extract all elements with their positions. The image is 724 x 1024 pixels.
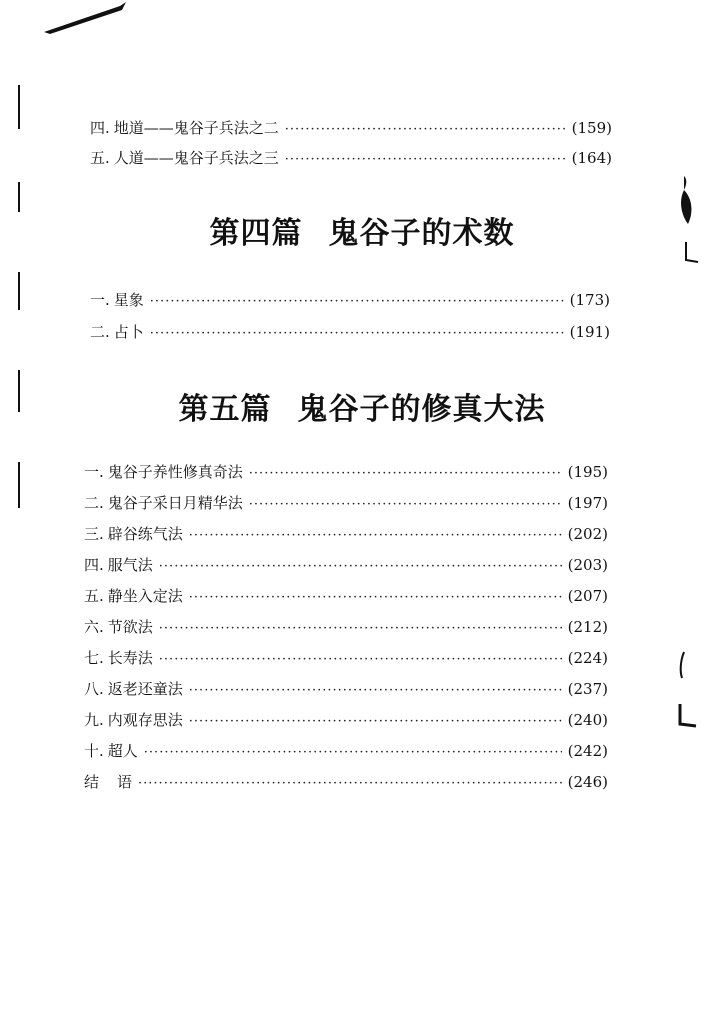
margin-rule-mark bbox=[18, 85, 20, 129]
part-label: 第五篇 bbox=[178, 392, 272, 427]
toc-entry bbox=[90, 290, 610, 312]
toc-entry-page: (197) bbox=[567, 494, 608, 512]
leader-dots bbox=[159, 619, 562, 639]
part-name: 鬼谷子的修真大法 bbox=[297, 392, 546, 427]
toc-entry-number: 五. bbox=[84, 587, 104, 605]
margin-rule-mark bbox=[18, 272, 20, 310]
leader-dots bbox=[159, 650, 562, 670]
toc-entry-page: (207) bbox=[567, 587, 608, 605]
toc-entry bbox=[84, 679, 608, 701]
toc-entry-title: 服气法 bbox=[107, 556, 153, 574]
toc-entry bbox=[84, 617, 608, 639]
toc-entry bbox=[84, 710, 608, 732]
toc-entry bbox=[90, 322, 610, 344]
margin-rule-mark bbox=[18, 462, 20, 508]
toc-entry-title: 地道——鬼谷子兵法之二 bbox=[113, 119, 279, 137]
toc-entry-page: (164) bbox=[571, 149, 612, 167]
toc-entry-title: 占卜 bbox=[113, 323, 144, 341]
leader-dots bbox=[249, 464, 562, 484]
toc-entry-number: 一. bbox=[90, 291, 110, 309]
bracket-mark bbox=[674, 648, 704, 738]
toc-entry-page: (240) bbox=[567, 711, 608, 729]
toc-entry-page: (203) bbox=[567, 556, 608, 574]
toc-entry-number: 六. bbox=[84, 618, 104, 636]
toc-entry-page: (191) bbox=[569, 323, 610, 341]
toc-entry-title: 人道——鬼谷子兵法之三 bbox=[113, 149, 279, 167]
toc-entry-title: 长寿法 bbox=[107, 649, 153, 667]
toc-entry-title: 返老还童法 bbox=[107, 680, 183, 698]
toc-entry bbox=[84, 462, 608, 484]
part-heading bbox=[0, 384, 724, 428]
toc-entry-number: 三. bbox=[84, 525, 104, 543]
part-heading bbox=[0, 208, 724, 252]
toc-entry-number: 二. bbox=[84, 494, 104, 512]
toc-entry-page: (173) bbox=[569, 291, 610, 309]
leader-dots bbox=[189, 588, 562, 608]
toc-entry-page: (242) bbox=[567, 742, 608, 760]
toc-entry bbox=[84, 586, 608, 608]
toc-entry-page: (212) bbox=[567, 618, 608, 636]
toc-entry-number: 二. bbox=[90, 323, 110, 341]
toc-entry bbox=[84, 648, 608, 670]
toc-entry-number: 四. bbox=[90, 119, 110, 137]
leader-dots bbox=[189, 526, 562, 546]
toc-entry-number: 八. bbox=[84, 680, 104, 698]
leader-dots bbox=[285, 120, 566, 140]
toc-entry-page: (237) bbox=[567, 680, 608, 698]
toc-entry-title: 星象 bbox=[113, 291, 144, 309]
leader-dots bbox=[189, 712, 562, 732]
toc-entry-number: 十. bbox=[84, 742, 104, 760]
toc-entry-number: 九. bbox=[84, 711, 104, 729]
toc-entry bbox=[84, 772, 608, 794]
toc-entry-page: (159) bbox=[571, 119, 612, 137]
toc-entry bbox=[84, 741, 608, 763]
toc-entry-page: (246) bbox=[567, 773, 608, 791]
toc-entry-page: (224) bbox=[567, 649, 608, 667]
toc-entry bbox=[90, 148, 612, 170]
toc-entry-title: 辟谷练气法 bbox=[107, 525, 183, 543]
toc-entry-number: 七. bbox=[84, 649, 104, 667]
leader-dots bbox=[249, 495, 562, 515]
leader-dots bbox=[159, 557, 562, 577]
toc-entry-number: 一. bbox=[84, 463, 104, 481]
toc-entry-title: 静坐入定法 bbox=[107, 587, 183, 605]
leader-dots bbox=[144, 743, 562, 763]
leader-dots bbox=[150, 324, 564, 344]
toc-entry-title: 内观存思法 bbox=[107, 711, 183, 729]
toc-entry-number: 结 bbox=[84, 773, 100, 791]
toc-entry bbox=[90, 118, 612, 140]
toc-entry-page: (195) bbox=[567, 463, 608, 481]
toc-entry-title: 节欲法 bbox=[107, 618, 153, 636]
toc-entry bbox=[84, 555, 608, 577]
toc-entry-title: 鬼谷子采日月精华法 bbox=[107, 494, 243, 512]
leader-dots bbox=[285, 150, 566, 170]
toc-entry-title: 语 bbox=[117, 773, 133, 791]
toc-entry bbox=[84, 524, 608, 546]
leader-dots bbox=[150, 292, 564, 312]
scan-streak-mark bbox=[40, 0, 130, 36]
toc-entry-page: (202) bbox=[567, 525, 608, 543]
toc-entry-title: 鬼谷子养性修真奇法 bbox=[107, 463, 243, 481]
toc-entry-title: 超人 bbox=[107, 742, 138, 760]
toc-entry-number: 五. bbox=[90, 149, 110, 167]
toc-entry-number: 四. bbox=[84, 556, 104, 574]
leader-dots bbox=[138, 774, 562, 794]
part-name: 鬼谷子的术数 bbox=[328, 216, 515, 251]
part-label: 第四篇 bbox=[209, 216, 303, 251]
leader-dots bbox=[189, 681, 562, 701]
toc-entry bbox=[84, 493, 608, 515]
